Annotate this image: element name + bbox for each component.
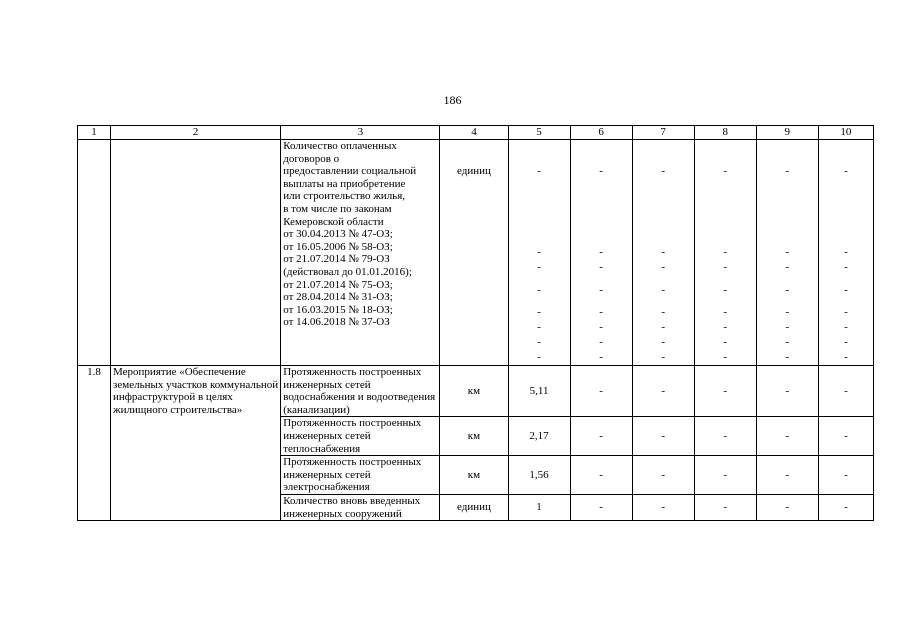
value-cell: 5,11	[508, 366, 570, 417]
dash-mark: -	[661, 246, 665, 258]
table-row	[78, 140, 874, 366]
value-cell	[632, 140, 694, 366]
table-row	[78, 366, 874, 417]
dash-mark: -	[537, 261, 541, 273]
dash-mark: -	[844, 246, 848, 258]
dash-mark: -	[599, 284, 603, 296]
dash-mark: -	[723, 321, 728, 333]
value-cell: -	[570, 456, 632, 495]
indicator-line: договоров о	[283, 152, 340, 165]
value-cell: -	[694, 417, 756, 456]
law-line: от 16.03.2015 № 18-ОЗ;	[283, 303, 393, 316]
header-cell: 3	[281, 126, 440, 140]
unit-cell: км	[440, 366, 508, 417]
law-line: от 28.04.2014 № 31-ОЗ;	[283, 291, 393, 304]
value-cell: -	[694, 366, 756, 417]
law-line: от 16.05.2006 № 58-ОЗ;	[283, 240, 393, 253]
indicator-cell	[281, 140, 440, 366]
indicator-cell: Протяженность построенных инженерных сетей водоснабжения и водоотведения (канализации)	[281, 366, 440, 417]
header-cell: 6	[570, 126, 632, 140]
dash-mark: -	[785, 261, 790, 273]
law-line: от 30.04.2013 № 47-ОЗ;	[283, 228, 393, 241]
indicator-line: выплаты на приобретение	[283, 177, 406, 190]
dash-mark: -	[537, 321, 541, 333]
value-cell	[694, 140, 756, 366]
dash-mark: -	[723, 351, 728, 363]
indicator-line: Количество оплаченных	[283, 140, 397, 152]
dash-mark: -	[537, 284, 541, 296]
dash-mark: -	[844, 351, 848, 363]
header-cell: 2	[111, 126, 281, 140]
dash-mark: -	[723, 246, 728, 258]
value-cell: -	[818, 417, 873, 456]
section-name: Мероприятие «Обеспечение земельных участков коммунальной инфраструктурой в целях жилищного строительства»	[111, 366, 281, 521]
header-cell: 4	[440, 126, 508, 140]
header-row	[78, 126, 874, 140]
dash-mark: -	[599, 165, 603, 177]
value-cell	[570, 140, 632, 366]
indicator-line: Кемеровской области	[283, 215, 384, 228]
value-cell: -	[632, 456, 694, 495]
value-cell: -	[570, 494, 632, 520]
header-cell: 7	[632, 126, 694, 140]
value-cell: -	[818, 494, 873, 520]
dash-mark: -	[844, 336, 848, 348]
value-cell: -	[756, 366, 818, 417]
value-cell: -	[756, 417, 818, 456]
unit-value: единиц	[457, 165, 491, 177]
value-cell: -	[756, 494, 818, 520]
dash-mark: -	[723, 306, 728, 318]
dash-mark: -	[844, 321, 848, 333]
value-cell: 2,17	[508, 417, 570, 456]
indicator-cell: Протяженность построенных инженерных сетей теплоснабжения	[281, 417, 440, 456]
dash-mark: -	[599, 351, 603, 363]
indicator-line: в том числе по законам	[283, 202, 392, 215]
dash-mark: -	[537, 306, 541, 318]
value-cell	[818, 140, 873, 366]
num-cell	[78, 140, 111, 366]
dash-mark: -	[537, 246, 541, 258]
dash-mark: -	[537, 165, 541, 177]
dash-mark: -	[599, 246, 603, 258]
dash-mark: -	[661, 284, 665, 296]
header-cell: 9	[756, 126, 818, 140]
dash-mark: -	[785, 306, 790, 318]
dash-mark: -	[723, 165, 728, 177]
value-cell: 1,56	[508, 456, 570, 495]
dash-mark: -	[599, 306, 603, 318]
dash-mark: -	[599, 336, 603, 348]
law-line: (действовал до 01.01.2016);	[283, 265, 412, 278]
value-cell: -	[818, 456, 873, 495]
value-cell: 1	[508, 494, 570, 520]
dash-mark: -	[661, 165, 665, 177]
unit-cell: км	[440, 417, 508, 456]
law-line: от 21.07.2014 № 79-ОЗ	[283, 253, 390, 266]
indicator-cell: Количество вновь введенных инженерных сооружений	[281, 494, 440, 520]
indicators-table	[77, 125, 874, 521]
header-cell: 5	[508, 126, 570, 140]
dash-mark: -	[599, 261, 603, 273]
law-line: от 14.06.2018 № 37-ОЗ	[283, 316, 390, 329]
dash-mark: -	[661, 336, 665, 348]
header-cell: 10	[818, 126, 873, 140]
value-cell	[756, 140, 818, 366]
value-cell: -	[632, 417, 694, 456]
value-cell: -	[632, 494, 694, 520]
name-cell	[111, 140, 281, 366]
dash-mark: -	[723, 336, 728, 348]
header-cell: 8	[694, 126, 756, 140]
dash-mark: -	[785, 165, 790, 177]
value-cell: -	[632, 366, 694, 417]
dash-mark: -	[844, 284, 848, 296]
page-number: 186	[443, 93, 462, 107]
dash-mark: -	[537, 336, 541, 348]
dash-mark: -	[723, 261, 728, 273]
unit-cell: единиц	[440, 494, 508, 520]
value-cell: -	[570, 366, 632, 417]
value-cell: -	[756, 456, 818, 495]
dash-mark: -	[844, 165, 848, 177]
dash-mark: -	[661, 321, 665, 333]
value-cell: -	[694, 456, 756, 495]
section-number: 1.8	[78, 366, 111, 521]
dash-mark: -	[537, 351, 541, 363]
header-cell: 1	[78, 126, 111, 140]
dash-mark: -	[599, 321, 603, 333]
dash-mark: -	[785, 284, 790, 296]
dash-mark: -	[844, 306, 848, 318]
unit-cell	[440, 140, 508, 366]
dash-mark: -	[844, 261, 848, 273]
indicator-line: или строительство жилья,	[283, 190, 406, 203]
dash-mark: -	[661, 351, 665, 363]
law-line: от 21.07.2014 № 75-ОЗ;	[283, 278, 393, 291]
dash-mark: -	[661, 306, 665, 318]
value-cell: -	[570, 417, 632, 456]
dash-mark: -	[785, 321, 790, 333]
dash-mark: -	[785, 351, 790, 363]
dash-mark: -	[661, 261, 665, 273]
dash-mark: -	[723, 284, 728, 296]
indicator-line: предоставлении социальной	[283, 165, 417, 178]
value-cell	[508, 140, 570, 366]
unit-cell: км	[440, 456, 508, 495]
value-cell: -	[694, 494, 756, 520]
dash-mark: -	[785, 336, 790, 348]
value-cell: -	[818, 366, 873, 417]
dash-mark: -	[785, 246, 790, 258]
indicator-cell: Протяженность построенных инженерных сетей электроснабжения	[281, 456, 440, 495]
